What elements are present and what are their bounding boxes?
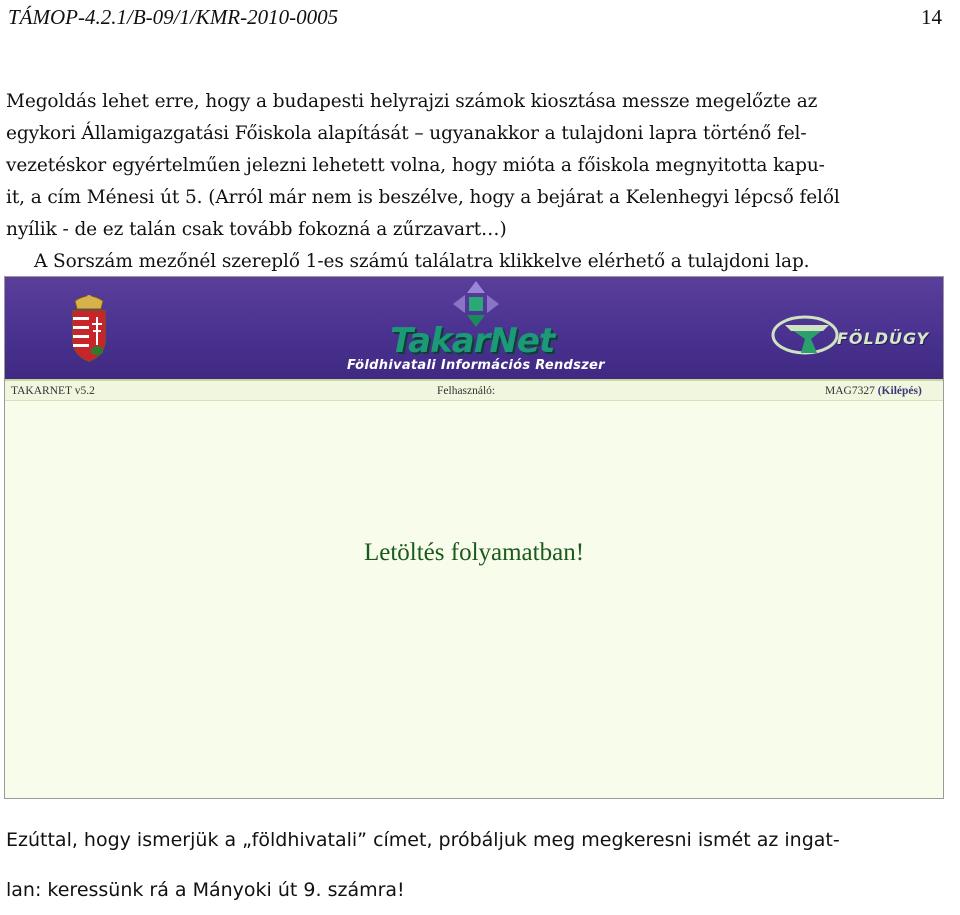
content-area	[5, 401, 943, 798]
foldugy-logo-icon	[771, 313, 841, 357]
version-label: TAKARNET v5.2	[11, 385, 95, 397]
paragraph-line: Ezúttal, hogy ismerjük a „földhivatali” címet, próbáljuk meg megkeresni ismét az ingat-	[6, 829, 840, 851]
paragraph-line: egykori Államigazgatási Főiskola alapítását – ugyanakkor a tulajdoni lapra történő fel-	[6, 123, 807, 144]
coat-of-arms-icon	[67, 293, 111, 363]
paragraph-line: A Sorszám mezőnél szereplő 1-es számú találatra klikkelve elérhető a tulajdoni lap.	[34, 251, 810, 272]
brand-title: TakarNet	[390, 321, 555, 361]
session-info-bar	[5, 379, 943, 401]
takarnet-banner	[5, 277, 943, 379]
loading-message: Letöltés folyamatban!	[363, 539, 585, 566]
logout-link[interactable]: (Kilépés)	[877, 385, 922, 397]
account-info	[825, 385, 922, 397]
paragraph-line: Megoldás lehet erre, hogy a budapesti helyrajzi számok kiosztása messze megelőzte az	[6, 91, 818, 112]
closing-paragraph	[6, 815, 950, 915]
paragraph-line: lan: keressünk rá a Mányoki út 9. számra!	[6, 879, 405, 901]
brand-subtitle: Földhivatali Információs Rendszer	[347, 358, 605, 373]
foldugy-logo-text: FÖLDÜGY	[837, 329, 930, 348]
page-number: 14	[921, 5, 942, 29]
paragraph-line: nyílik - de ez talán csak tovább fokozná a zűrzavart…)	[6, 219, 507, 240]
account-id: MAG7327	[825, 385, 875, 397]
body-paragraph	[6, 86, 950, 278]
page-header	[8, 5, 942, 35]
document-reference: TÁMOP-4.2.1/B-09/1/KMR-2010-0005	[8, 5, 339, 29]
takarnet-screenshot	[4, 276, 944, 799]
paragraph-line: it, a cím Ménesi út 5. (Arról már nem is beszélve, hogy a bejárat a Kelenhegyi lépcső felől	[6, 187, 840, 208]
paragraph-line: vezetéskor egyértelműen jelezni lehetett volna, hogy mióta a főiskola megnyitotta kapu-	[6, 155, 825, 176]
user-label: Felhasználó:	[437, 385, 496, 397]
